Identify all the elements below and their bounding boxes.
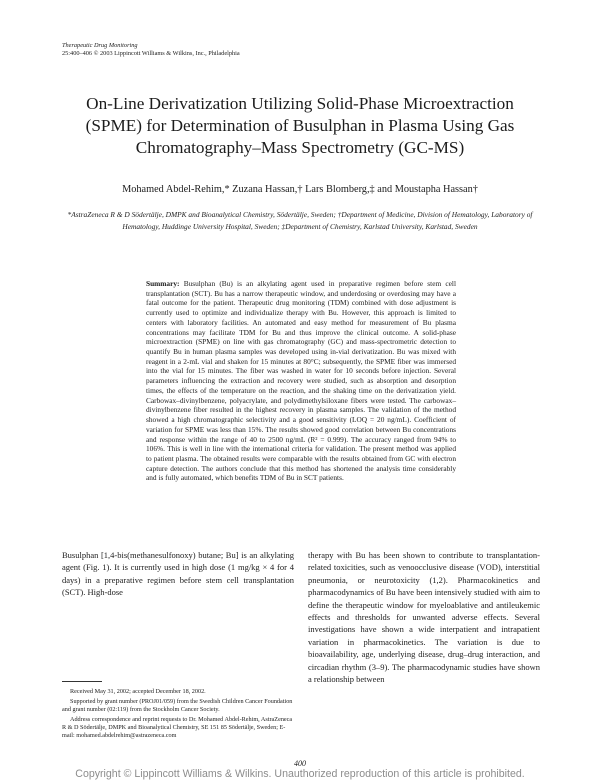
footnote-address: Address correspondence and reprint requests to Dr. Mohamed Abdel-Rehim, AstraZeneca R & D Södertälje, DMPK and Bioanalytical Chemistry, SE 151 85 Södertälje, Sweden; E-mail: mohamed.abdelrehim@astrazeneca.com [62,715,293,740]
footnote-received: Received May 31, 2002; accepted December 18, 2002. [70,688,206,695]
article-title: On-Line Derivatization Utilizing Solid-Phase Microextraction (SPME) for Determination of Busulphan in Plasma Using Gas Chromatography–Mass Spectrometry (GC-MS) [85,94,515,157]
abstract [146,279,456,483]
author-list: Mohamed Abdel-Rehim,* Zuzana Hassan,† Lars Blomberg,‡ and Moustapha Hassan† [122,184,478,195]
journal-header [62,42,240,58]
affiliations: *AstraZeneca R & D Södertälje, DMPK and Bioanalytical Chemistry, Södertälje, Sweden; †Department of Medicine, Division of Hematology, Laboratory of Hematology, Huddinge University Hospital, Sweden; ‡Department of Chemistry, Karlstad University, Karlstad, Sweden [67,210,533,231]
body-column-left: Busulphan [1,4-bis(methanesulfonoxy) butane; Bu] is an alkylating agent (Fig. 1). It is currently used in high dose (1 mg/kg × 4 for 4 days) in a preparative regimen before stem cell transplantation (SCT). High-dose [62,550,294,598]
footnotes [62,688,294,742]
footnote-divider [62,681,102,682]
journal-citation: 25:400–406 © 2003 Lippincott Williams & Wilkins, Inc., Philadelphia [62,50,240,57]
body-column-right: therapy with Bu has been shown to contribute to transplantation-related toxicities, such as venoocclusive disease (VOD), interstitial pneumonia, or neurotoxicity (1,2). Pharmacokinetics and pharmacodynamics of Bu have been intensively studied with aim to define the therapeutic window for myeloablative and antileukemic effects and thresholds for unwanted adverse effects. Several investigations have shown a wide interpatient and intrapatient variation in pharmacokinetics. The variation is due to bioavailability, age, underlying disease, drug–drug interaction, and circadian rhythm (3–9). The pharmacodynamic studies have shown a relationship between [308,550,540,685]
abstract-label: Summary: [146,279,180,288]
page-number: 400 [294,759,306,768]
abstract-text: Busulphan (Bu) is an alkylating agent used in preparative regimen before stem cell transplantation (SCT). Bu has a narrow therapeutic window, and underdosing or overdosing may have a fatal outcome for the patient. Therapeutic drug monitoring (TDM) combined with dose adjustment is currently used to optimize and individualize therapy with Bu. However, this approach is limited to centers with laboratory facilities. An automated and easy method for measurement of Bu plasma concentrations may facilitate TDM for Bu and thus improve the clinical outcome. A solid-phase microextraction (SPME) on line with gas chromatography (GC) and mass-spectrometric detection to quantify Bu in human plasma samples was developed using in-vial derivatization. Bu was mixed with reagent in a 2-mL vial and shaken for 15 minutes at 80°C; subsequently, the SPME fiber was immersed into the vial for 15 minutes. The fiber was washed in water for 10 seconds before injection. Several parameters influencing the extraction and recovery were studied, such as absorption and desorption times, the effects of the temperature on the reaction, and the shaking time on the derivatization yield. Carbowax–divinylbenzene, polyacrylate, and polydimethylsiloxane fibers were tested. The carbowax–divinylbenzene fiber resulted in the highest recovery in plasma samples. The validation of the method showed a high chromatographic selectivity and a good sensitivity (LOQ = 20 ng/mL). Coefficient of variation for SPME was less than 15%. The results showed good correlation between Bu concentrations and response within the range of 40 to 2500 ng/mL (R² = 0.999). The accuracy ranged from 94% to 106%. This is well in line with the international criteria for validation. The present method was applied to patient plasma. The obtained results were comparable with the results obtained from GC with electron capture detection. The authors conclude that this method has shortened the analysis time considerably and is fully automated, which benefits TDM of Bu in SCT patients. [146,279,456,483]
journal-name: Therapeutic Drug Monitoring [62,42,138,49]
footnote-support: Supported by grant number (PROJ01/059) from the Swedish Children Cancer Foundation and grant number (02:119) from the Stockholm Cancer Society. [62,697,293,713]
copyright-notice: Copyright © Lippincott Williams & Wilkins. Unauthorized reproduction of this article is prohibited. [75,768,525,780]
